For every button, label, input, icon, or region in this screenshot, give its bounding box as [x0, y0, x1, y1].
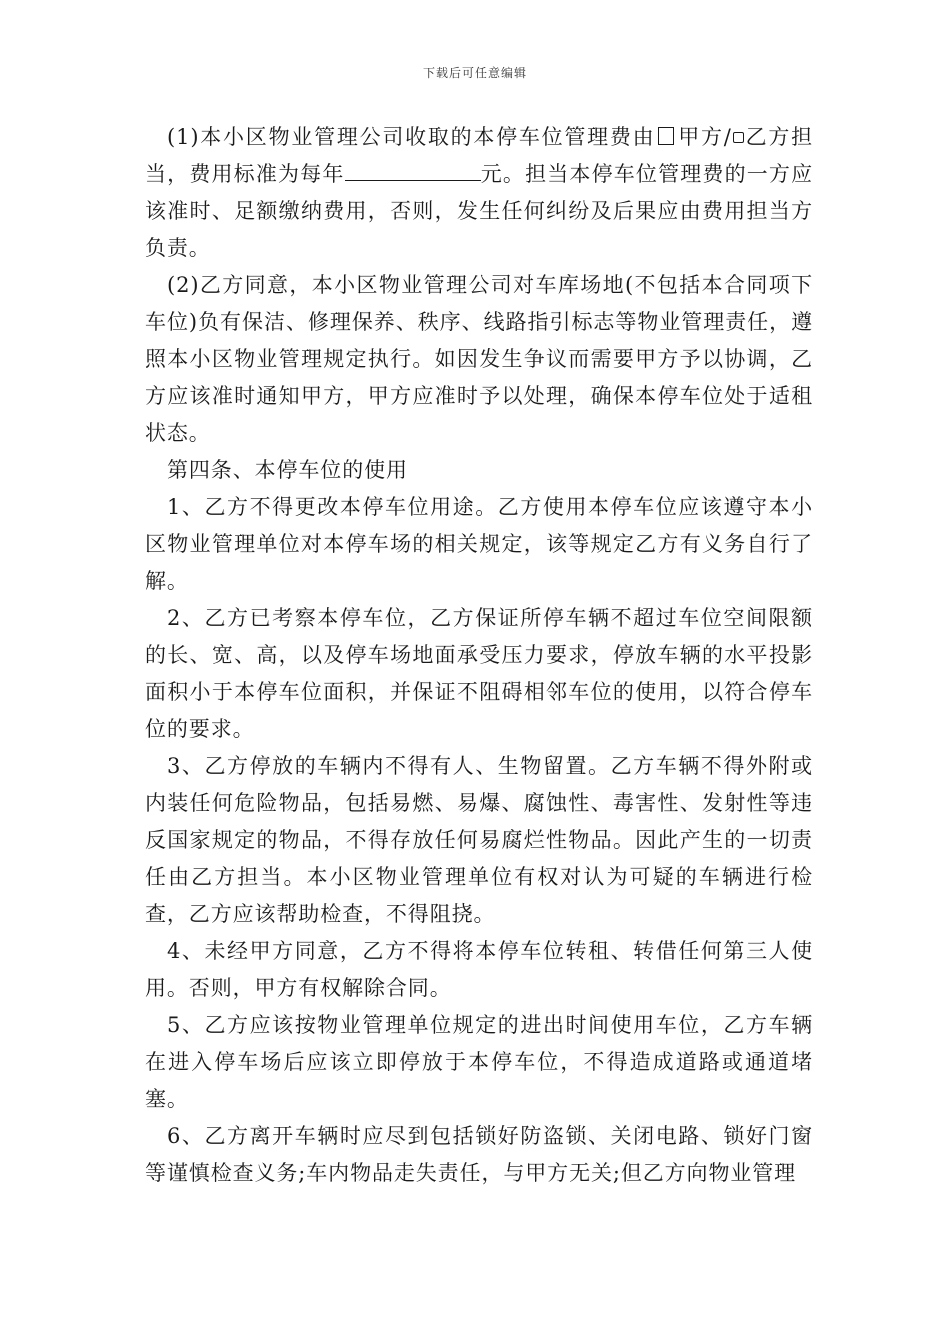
checkbox-icon — [733, 132, 744, 143]
document-body — [145, 119, 813, 1192]
list-item: 6、乙方离开车辆时应尽到包括锁好防盗锁、关闭电路、锁好门窗等谨慎检查义务;车内物品走失责任，与甲方无关;但乙方向物业管理 — [145, 1124, 813, 1185]
fee-blank-line — [345, 158, 481, 181]
paragraph-text: 甲方/ — [677, 125, 732, 149]
paragraph-property-responsibility: (2)乙方同意，本小区物业管理公司对车库场地(不包括本合同项下车位)负有保洁、修理保养、秩序、线路指引标志等物业管理责任，遵照本小区物业管理规定执行。如因发生争议而需要甲方予以协调，乙方应该准时通知甲方，甲方应准时予以处理，确保本停车位处于适租状态。 — [145, 273, 813, 445]
paragraph-text: 元。担当本停车位管理费的一方应该准时、足额缴纳费用，否则，发生任何纠纷及后果应由费用担当方负责。 — [145, 162, 813, 260]
list-item: 4、未经甲方同意，乙方不得将本停车位转租、转借任何第三人使用。否则，甲方有权解除合同。 — [145, 939, 813, 1000]
header-note: 下载后可任意编辑 — [422, 66, 527, 80]
paragraph-management-fee — [145, 119, 813, 267]
checkbox-icon — [658, 127, 674, 145]
paragraph-text: 乙方担当，费用标准为每年 — [145, 125, 813, 186]
list-item: 1、乙方不得更改本停车位用途。乙方使用本停车位应该遵守本小区物业管理单位对本停车场的相关规定，该等规定乙方有义务自行了解。 — [145, 495, 813, 593]
list-item: 2、乙方已考察本停车位，乙方保证所停车辆不超过车位空间限额的长、宽、高，以及停车场地面承受压力要求，停放车辆的水平投影面积小于本停车位面积，并保证不阻碍相邻车位的使用，以符合停车位的要求。 — [145, 606, 813, 741]
list-item: 5、乙方应该按物业管理单位规定的进出时间使用车位，乙方车辆在进入停车场后应该立即停放于本停车位，不得造成道路或通道堵塞。 — [145, 1013, 813, 1111]
paragraph-text: (1)本小区物业管理公司收取的本停车位管理费由 — [167, 125, 656, 149]
article-title: 第四条、本停车位的使用 — [167, 458, 408, 482]
list-item: 3、乙方停放的车辆内不得有人、生物留置。乙方车辆不得外附或内装任何危险物品，包括易燃、易爆、腐蚀性、毒害性、发射性等违反国家规定的物品，不得存放任何易腐烂性物品。因此产生的一切责任由乙方担当。本小区物业管理单位有权对认为可疑的车辆进行检查，乙方应该帮助检查，不得阻挠。 — [145, 754, 813, 926]
